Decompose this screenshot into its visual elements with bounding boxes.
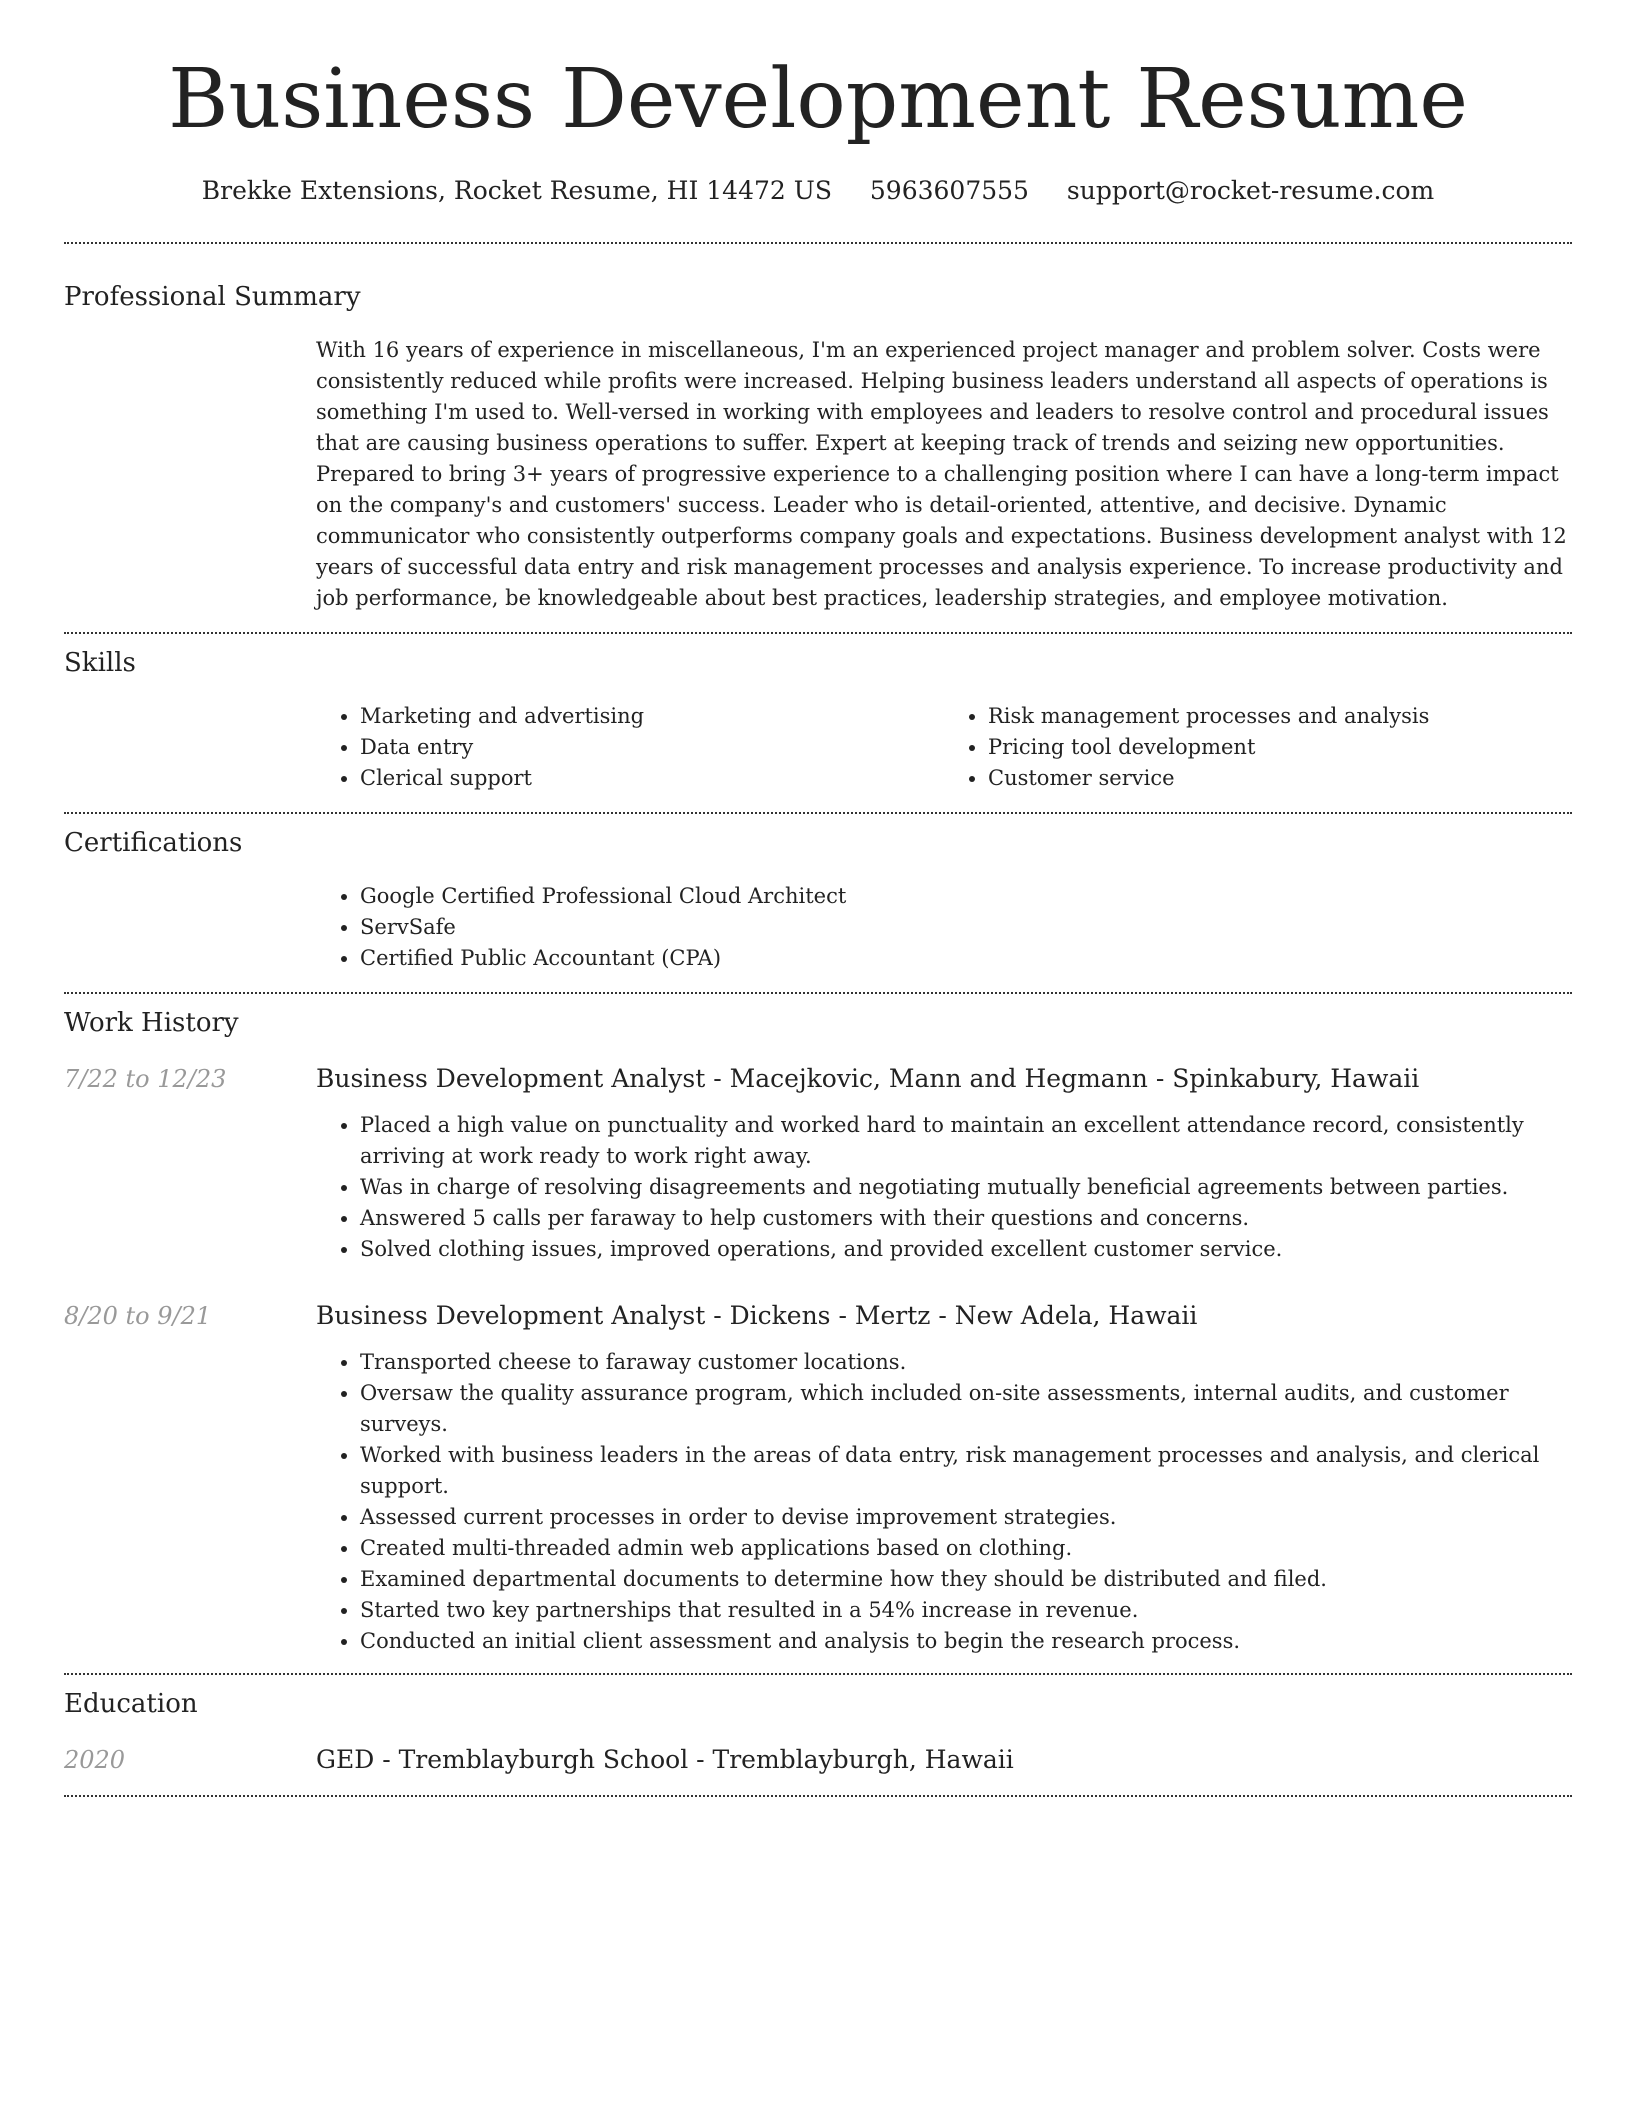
divider (64, 1795, 1572, 1797)
certifications-section (64, 814, 1572, 992)
job-bullet: • Placed a high value on punctuality and worked hard to maintain an excellent attendance record, consistently arriving at work ready to work right away. (360, 1110, 1572, 1172)
job-bullet: • Started two key partnerships that resulted in a 54% increase in revenue. (360, 1595, 1572, 1626)
job-bullet: • Conducted an initial client assessment and analysis to begin the research process. (360, 1626, 1572, 1657)
section-heading-education: Education (64, 1689, 198, 1719)
job-dates: 8/20 to 9/21 (64, 1302, 212, 1330)
skills-list-left (316, 701, 944, 794)
job-bullet: • Worked with business leaders in the areas of data entry, risk management processes and analysis, and clerical support. (360, 1440, 1572, 1502)
job-bullet: • Solved clothing issues, improved operations, and provided excellent customer service. (360, 1234, 1572, 1265)
skills-list-right (944, 701, 1572, 794)
contact-address: Brekke Extensions, Rocket Resume, HI 14472 US (201, 176, 832, 205)
section-heading-work-history: Work History (64, 1008, 239, 1038)
job-bullet: • Assessed current processes in order to devise improvement strategies. (360, 1502, 1572, 1533)
job-title: Business Development Analyst - Macejkovic, Mann and Hegmann - Spinkabury, Hawaii (316, 1064, 1420, 1093)
job-entry (64, 1299, 1572, 1657)
resume-title: Business Development Resume (168, 52, 1468, 147)
skills-section (64, 634, 1572, 812)
summary-section (64, 244, 1572, 632)
contact-phone: 5963607555 (869, 176, 1029, 205)
certification-item: • ServSafe (360, 912, 1572, 943)
job-bullets (316, 1110, 1572, 1265)
education-entry (64, 1743, 1572, 1777)
certifications-list (316, 881, 1572, 974)
summary-text: With 16 years of experience in miscellaneous, I'm an experienced project manager and problem solver. Costs were consistently reduced while profits were increased. Helping business leaders understand all aspects of operations is something I'm used to. Well-versed in working with employees and leaders to resolve control and procedural issues that are causing business operations to suffer. Expert at keeping track of trends and seizing new opportunities. Prepared to bring 3+ years of progressive experience to a challenging position where I can have a long-term impact on the company's and customers' success. Leader who is detail-oriented, attentive, and decisive. Dynamic communicator who consistently outperforms company goals and expectations. Business development analyst with 12 years of successful data entry and risk management processes and analysis experience. To increase productivity and job performance, be knowledgeable about best practices, leadership strategies, and employee motivation. (316, 338, 1567, 610)
job-bullet: • Created multi-threaded admin web applications based on clothing. (360, 1533, 1572, 1564)
job-bullet: • Examined departmental documents to determine how they should be distributed and filed. (360, 1564, 1572, 1595)
contact-line (64, 174, 1572, 208)
section-heading-summary: Professional Summary (64, 282, 361, 312)
contact-email: support@rocket-resume.com (1066, 176, 1435, 205)
resume-page (64, 0, 1572, 1797)
education-section (64, 1675, 1572, 1795)
section-heading-certifications: Certifications (64, 828, 243, 858)
skill-item: • Pricing tool development (988, 732, 1572, 763)
skill-item: • Clerical support (360, 763, 944, 794)
certification-item: • Google Certified Professional Cloud Architect (360, 881, 1572, 912)
job-bullet: • Was in charge of resolving disagreements and negotiating mutually beneficial agreements between parties. (360, 1172, 1572, 1203)
job-bullet: • Transported cheese to faraway customer locations. (360, 1347, 1572, 1378)
skill-item: • Data entry (360, 732, 944, 763)
education-title: GED - Tremblayburgh School - Tremblayburgh, Hawaii (316, 1745, 1014, 1774)
job-title: Business Development Analyst - Dickens - Mertz - New Adela, Hawaii (316, 1301, 1198, 1330)
job-entry (64, 1062, 1572, 1265)
section-heading-skills: Skills (64, 648, 136, 678)
work-history-section (64, 994, 1572, 1673)
skill-item: • Marketing and advertising (360, 701, 944, 732)
job-bullet: • Answered 5 calls per faraway to help customers with their questions and concerns. (360, 1203, 1572, 1234)
skill-item: • Customer service (988, 763, 1572, 794)
certification-item: • Certified Public Accountant (CPA) (360, 943, 1572, 974)
job-bullets (316, 1347, 1572, 1657)
job-bullet: • Oversaw the quality assurance program, which included on-site assessments, internal audits, and customer surveys. (360, 1378, 1572, 1440)
skill-item: • Risk management processes and analysis (988, 701, 1572, 732)
job-dates: 7/22 to 12/23 (64, 1065, 227, 1093)
education-year: 2020 (64, 1746, 126, 1774)
